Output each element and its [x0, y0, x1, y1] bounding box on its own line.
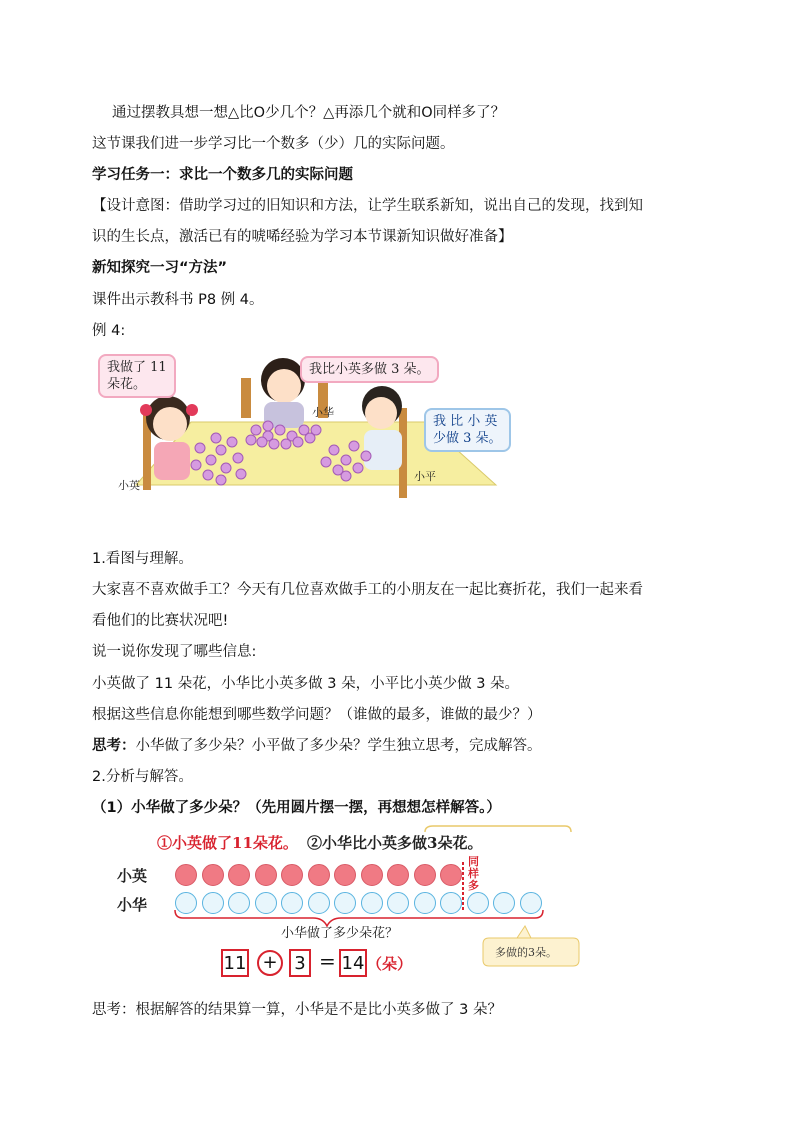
- subheading-new-knowledge: 新知探究一习“方法”: [92, 260, 228, 276]
- text-line-18: 思考：根据解答的结果算一算，小华是不是比小英多做了 3 朵？: [92, 1002, 502, 1018]
- example-label: 例 4:: [92, 323, 126, 339]
- text-line-13: 小英做了 11 朵花，小华比小英多做 3 朵，小平比小英少做 3 朵。: [92, 676, 520, 692]
- think-label: 思考：: [92, 738, 136, 754]
- text-line-courseware: 课件出示教科书 P8 例 4。: [92, 292, 264, 308]
- xiaoying-circle: [228, 864, 250, 886]
- xiaohua-circle: [334, 892, 356, 914]
- xiaoying-circle: [334, 864, 356, 886]
- row-label-xiaohua: 小华: [117, 896, 148, 914]
- xiaohua-circle: [361, 892, 383, 914]
- name-label-xiaoping: 小平: [414, 470, 436, 483]
- text-line-2: 这节课我们进一步学习比一个数多（少）几的实际问题。: [92, 136, 455, 152]
- name-label-xiaoying: 小英: [118, 479, 140, 492]
- xiaoying-circle: [361, 864, 383, 886]
- xiaohua-circle: [308, 892, 330, 914]
- bubble-line: 我 比 小 英: [433, 414, 498, 429]
- xiaohua-circle: [281, 892, 303, 914]
- xiaoying-circle: [414, 864, 436, 886]
- info-1-text: ①小英做了11朵花。: [157, 834, 298, 852]
- equation-addend-2: 3: [289, 949, 311, 977]
- xiaohua-circle: [414, 892, 436, 914]
- equation-result: 14: [339, 949, 367, 977]
- bubble-line: 少做 3 朵。: [433, 431, 502, 446]
- section-heading-task1: 学习任务一：求比一个数多几的实际问题: [92, 167, 353, 183]
- example-illustration: [96, 350, 512, 505]
- text-line-15: [92, 736, 542, 756]
- xiaohua-circle: [467, 892, 489, 914]
- xiaohua-circle: [520, 892, 542, 914]
- xiaoying-circle: [175, 864, 197, 886]
- text-line-1: 通过摆教具想一想△比O少几个？△再添几个就和O同样多了？: [112, 105, 506, 121]
- xiaohua-circle: [202, 892, 224, 914]
- same-amount-label: 同样多: [468, 855, 479, 892]
- design-intent-line-2: 识的生长点，激活已有的唬唏经验为学习本节课新知识做好准备】: [92, 229, 513, 245]
- circle-comparison-diagram: [117, 822, 587, 992]
- xiaohua-circle: [387, 892, 409, 914]
- xiaoying-circle: [308, 864, 330, 886]
- think-text: 小华做了多少朵？小平做了多少朵？学生独立思考，完成解答。: [135, 738, 542, 754]
- speech-bubble-xiaoping: [424, 408, 511, 452]
- xiaoying-circle: [202, 864, 224, 886]
- xiaohua-circle: [493, 892, 515, 914]
- question-label: 小华做了多少朵花？: [281, 926, 399, 941]
- xiaohua-circle: [228, 892, 250, 914]
- step-2-heading: 2.分析与解答。: [92, 769, 193, 785]
- equation-equals: =: [319, 949, 336, 973]
- question-1-heading: （1）小华做了多少朵？（先用圆片摆一摆，再想想怎样解答。）: [92, 800, 501, 816]
- equation-plus-sign: +: [257, 950, 283, 976]
- xiaoying-circle: [281, 864, 303, 886]
- speech-bubble-xiaohua: 我比小英多做 3 朵。: [300, 356, 439, 383]
- step-1-heading: 1.看图与理解。: [92, 551, 193, 567]
- xiaohua-circle: [255, 892, 277, 914]
- text-line-10: 大家喜不喜欢做手工？今天有几位喜欢做手工的小朋友在一起比赛折花，我们一起来看: [92, 582, 643, 598]
- xiaoying-circle: [387, 864, 409, 886]
- bubble-line: 朵花。: [107, 377, 147, 392]
- text-line-11: 看他们的比赛状况吧!: [92, 613, 229, 629]
- equation-unit: （朵）: [367, 955, 413, 973]
- name-label-xiaohua: 小华: [312, 406, 334, 419]
- design-intent-line-1: 【设计意图：借助学习过的旧知识和方法，让学生联系新知，说出自己的发现，找到知: [92, 198, 643, 214]
- info-2-text: ②小华比小英多做3朵花。: [307, 834, 483, 852]
- xiaohua-circle: [175, 892, 197, 914]
- equation-addend-1: 11: [221, 949, 249, 977]
- xiaoying-circle: [440, 864, 462, 886]
- text-line-14: 根据这些信息你能想到哪些数学问题？（谁做的最多，谁做的最少？）: [92, 707, 542, 723]
- xiaoying-circle: [255, 864, 277, 886]
- speech-bubble-xiaoying: [98, 354, 176, 398]
- xiaohua-circle: [440, 892, 462, 914]
- extra-three-label: 多做的3朵。: [495, 946, 557, 959]
- row-label-xiaoying: 小英: [117, 867, 148, 885]
- text-line-12: 说一说你发现了哪些信息:: [92, 644, 257, 660]
- bubble-line: 我做了 11: [107, 360, 167, 375]
